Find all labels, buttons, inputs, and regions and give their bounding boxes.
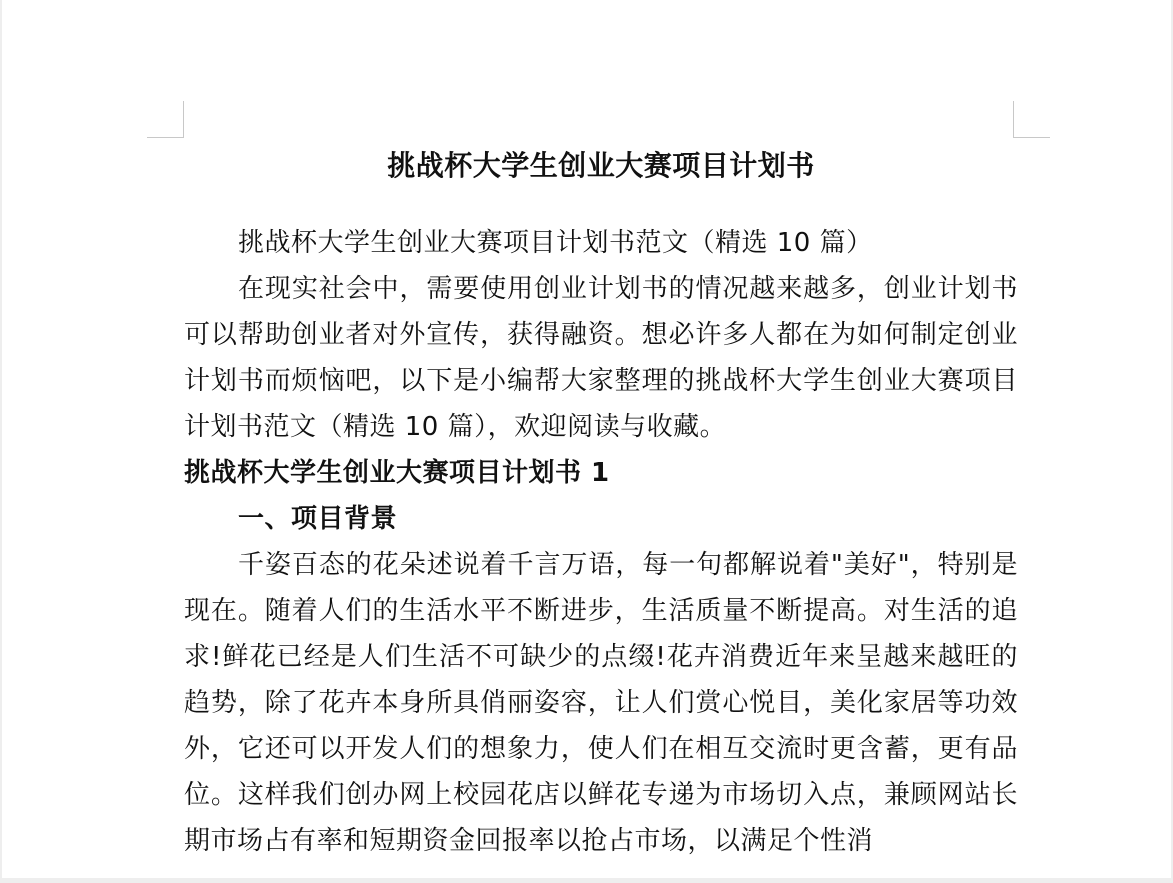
intro-paragraph: 在现实社会中，需要使用创业计划书的情况越来越多，创业计划书可以帮助创业者对外宣传，获得融资。想必许多人都在为如何制定创业计划书而烦恼吧，以下是小编帮大家整理的挑战杯大学生创业大赛项目计划书范文（精选 10 篇），欢迎阅读与收藏。 bbox=[184, 274, 1018, 442]
margin-corner-mark-top-left bbox=[147, 101, 184, 138]
section-body-paragraph: 千姿百态的花朵述说着千言万语，每一句都解说着"美好"，特别是现在。随着人们的生活水平不断进步，生活质量不断提高。对生活的追求!鲜花已经是人们生活不可缺少的点缀!花卉消费近年来呈越来越旺的趋势，除了花卉本身所具俏丽姿容，让人们赏心悦目，美化家居等功效外，它还可以开发人们的想象力，使人们在相互交流时更含蓄，更有品位。这样我们创办网上校园花店以鲜花专递为市场切入点，兼顾网站长期市场占有率和短期资金回报率以抢占市场，以满足个性消 bbox=[184, 550, 1018, 856]
document-subtitle: 挑战杯大学生创业大赛项目计划书范文（精选 10 篇） bbox=[238, 228, 873, 258]
document-page bbox=[2, 0, 1171, 878]
margin-corner-mark-top-right bbox=[1013, 101, 1050, 138]
article-heading: 挑战杯大学生创业大赛项目计划书 1 bbox=[184, 458, 610, 488]
document-title: 挑战杯大学生创业大赛项目计划书 bbox=[387, 149, 815, 182]
section-heading: 一、项目背景 bbox=[238, 504, 398, 534]
